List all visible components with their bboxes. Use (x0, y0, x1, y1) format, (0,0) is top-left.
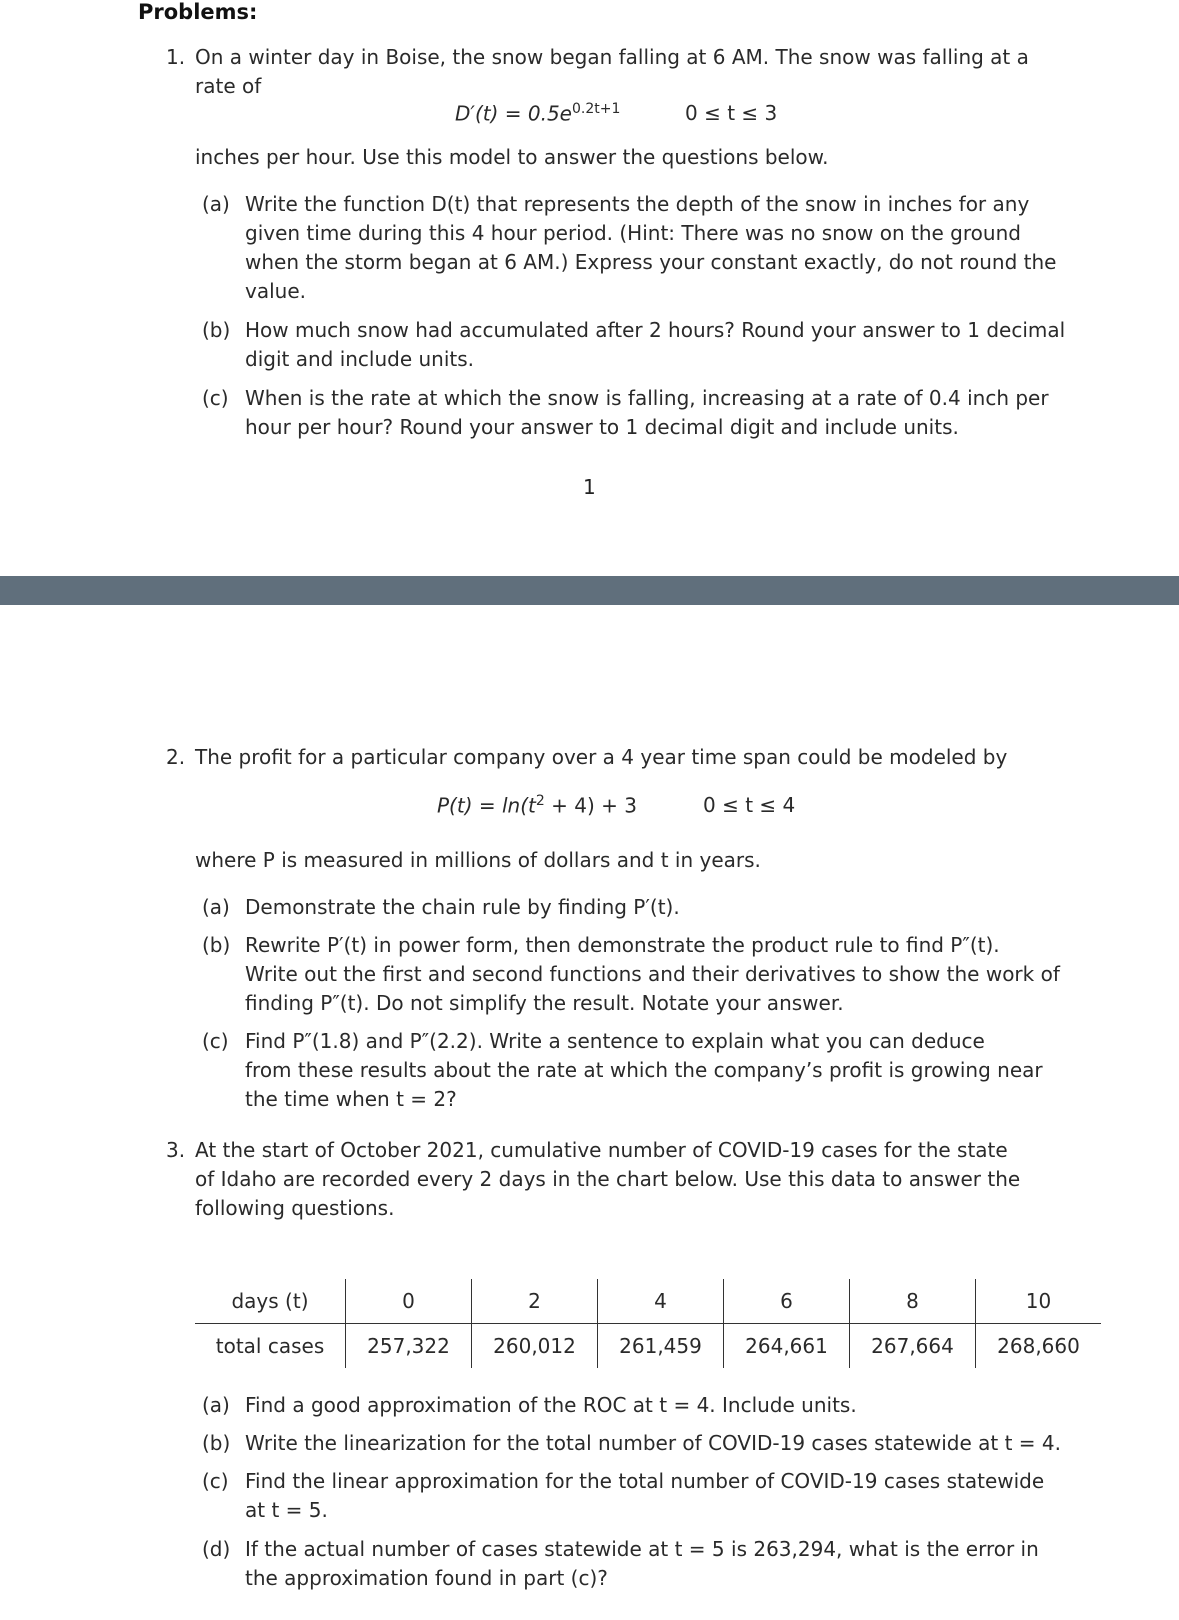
problem-2b-label: (b) (202, 933, 231, 957)
problem-1-domain: 0 ≤ t ≤ 3 (685, 101, 778, 125)
problem-3c-label: (c) (202, 1469, 229, 1493)
problem-3-line: At the start of October 2021, cumulative number of COVID-19 cases for the state (195, 1138, 1008, 1162)
page-separator (0, 576, 1179, 605)
problem-2a-label: (a) (202, 895, 230, 919)
equation-exponent: 0.2t+1 (571, 101, 621, 117)
problem-1-number: 1. (166, 45, 186, 69)
problem-2b-line: finding P″(t). Do not simplify the result. Notate your answer. (245, 991, 844, 1015)
problem-1a-line: value. (245, 279, 306, 303)
problem-3c-line: Find the linear approximation for the total number of COVID-19 cases statewide (245, 1469, 1045, 1493)
problem-1-line-2: rate of (195, 74, 262, 98)
problem-2-line-2: where P is measured in millions of dollars and t in years. (195, 848, 761, 872)
day-cell: 10 (976, 1279, 1102, 1324)
row-label-days: days (t) (195, 1279, 346, 1324)
problem-2b-line: Write out the first and second functions and their derivatives to show the work of (245, 962, 1060, 986)
problem-1a-line: Write the function D(t) that represents the depth of the snow in inches for any (245, 192, 1030, 216)
problem-1a-label: (a) (202, 192, 230, 216)
problem-2-line-1: The profit for a particular company over a 4 year time span could be modeled by (195, 745, 1008, 769)
problem-1-equation (455, 101, 620, 126)
cases-cell: 257,322 (346, 1324, 472, 1369)
problem-1c-line: When is the rate at which the snow is falling, increasing at a rate of 0.4 inch per (245, 386, 1049, 410)
problem-2-equation (437, 793, 637, 818)
day-cell: 0 (346, 1279, 472, 1324)
problem-3b-line: Write the linearization for the total number of COVID-19 cases statewide at t = 4. (245, 1431, 1061, 1455)
problem-1b-label: (b) (202, 318, 231, 342)
problem-2-domain: 0 ≤ t ≤ 4 (703, 793, 796, 817)
problem-1a-line: given time during this 4 hour period. (Hint: There was no snow on the ground (245, 221, 1021, 245)
equation-base: D′(t) = 0.5e (455, 101, 572, 126)
equation-part-a: P(t) = ln(t (437, 793, 536, 818)
cases-cell: 260,012 (472, 1324, 598, 1369)
cases-cell: 268,660 (976, 1324, 1102, 1369)
problem-3d-line: the approximation found in part (c)? (245, 1566, 608, 1590)
problem-3a-label: (a) (202, 1393, 230, 1417)
day-cell: 6 (724, 1279, 850, 1324)
page-number: 1 (583, 475, 596, 499)
table-row-days (195, 1279, 1101, 1324)
problem-3d-label: (d) (202, 1537, 231, 1561)
problem-1c-label: (c) (202, 386, 229, 410)
problem-1a-line: when the storm began at 6 AM.) Express your constant exactly, do not round the (245, 250, 1057, 274)
section-heading: Problems: (138, 0, 258, 24)
problem-1-line-3: inches per hour. Use this model to answer the questions below. (195, 145, 829, 169)
problem-1b-line: How much snow had accumulated after 2 hours? Round your answer to 1 decimal (245, 318, 1066, 342)
cases-cell: 267,664 (850, 1324, 976, 1369)
day-cell: 8 (850, 1279, 976, 1324)
problem-3d-line: If the actual number of cases statewide at t = 5 is 263,294, what is the error in (245, 1537, 1039, 1561)
problem-2c-label: (c) (202, 1029, 229, 1053)
day-cell: 2 (472, 1279, 598, 1324)
problem-2b-line: Rewrite P′(t) in power form, then demonstrate the product rule to find P″(t). (245, 933, 1000, 957)
problem-1b-line: digit and include units. (245, 347, 475, 371)
problem-3b-label: (b) (202, 1431, 231, 1455)
problem-2c-line: the time when t = 2? (245, 1087, 457, 1111)
problem-1c-line: hour per hour? Round your answer to 1 decimal digit and include units. (245, 415, 959, 439)
problem-2a-line: Demonstrate the chain rule by finding P′(t). (245, 895, 680, 919)
problem-3a-line: Find a good approximation of the ROC at t = 4. Include units. (245, 1393, 857, 1417)
day-cell: 4 (598, 1279, 724, 1324)
problem-3-line: of Idaho are recorded every 2 days in the chart below. Use this data to answer the (195, 1167, 1021, 1191)
problem-1-line-1: On a winter day in Boise, the snow began falling at 6 AM. The snow was falling at a (195, 45, 1029, 69)
problem-2c-line: Find P″(1.8) and P″(2.2). Write a sentence to explain what you can deduce (245, 1029, 985, 1053)
covid-cases-table (195, 1279, 1101, 1368)
cases-cell: 261,459 (598, 1324, 724, 1369)
equation-part-b: + 4) + 3 (544, 793, 637, 818)
problem-3-number: 3. (166, 1138, 186, 1162)
problem-3-line: following questions. (195, 1196, 395, 1220)
problem-3c-line: at t = 5. (245, 1498, 328, 1522)
equation-superscript: 2 (535, 793, 545, 809)
problem-2c-line: from these results about the rate at which the company’s profit is growing near (245, 1058, 1043, 1082)
table-row-cases (195, 1324, 1101, 1369)
cases-cell: 264,661 (724, 1324, 850, 1369)
row-label-cases: total cases (215, 1334, 325, 1358)
problem-2-number: 2. (166, 745, 186, 769)
